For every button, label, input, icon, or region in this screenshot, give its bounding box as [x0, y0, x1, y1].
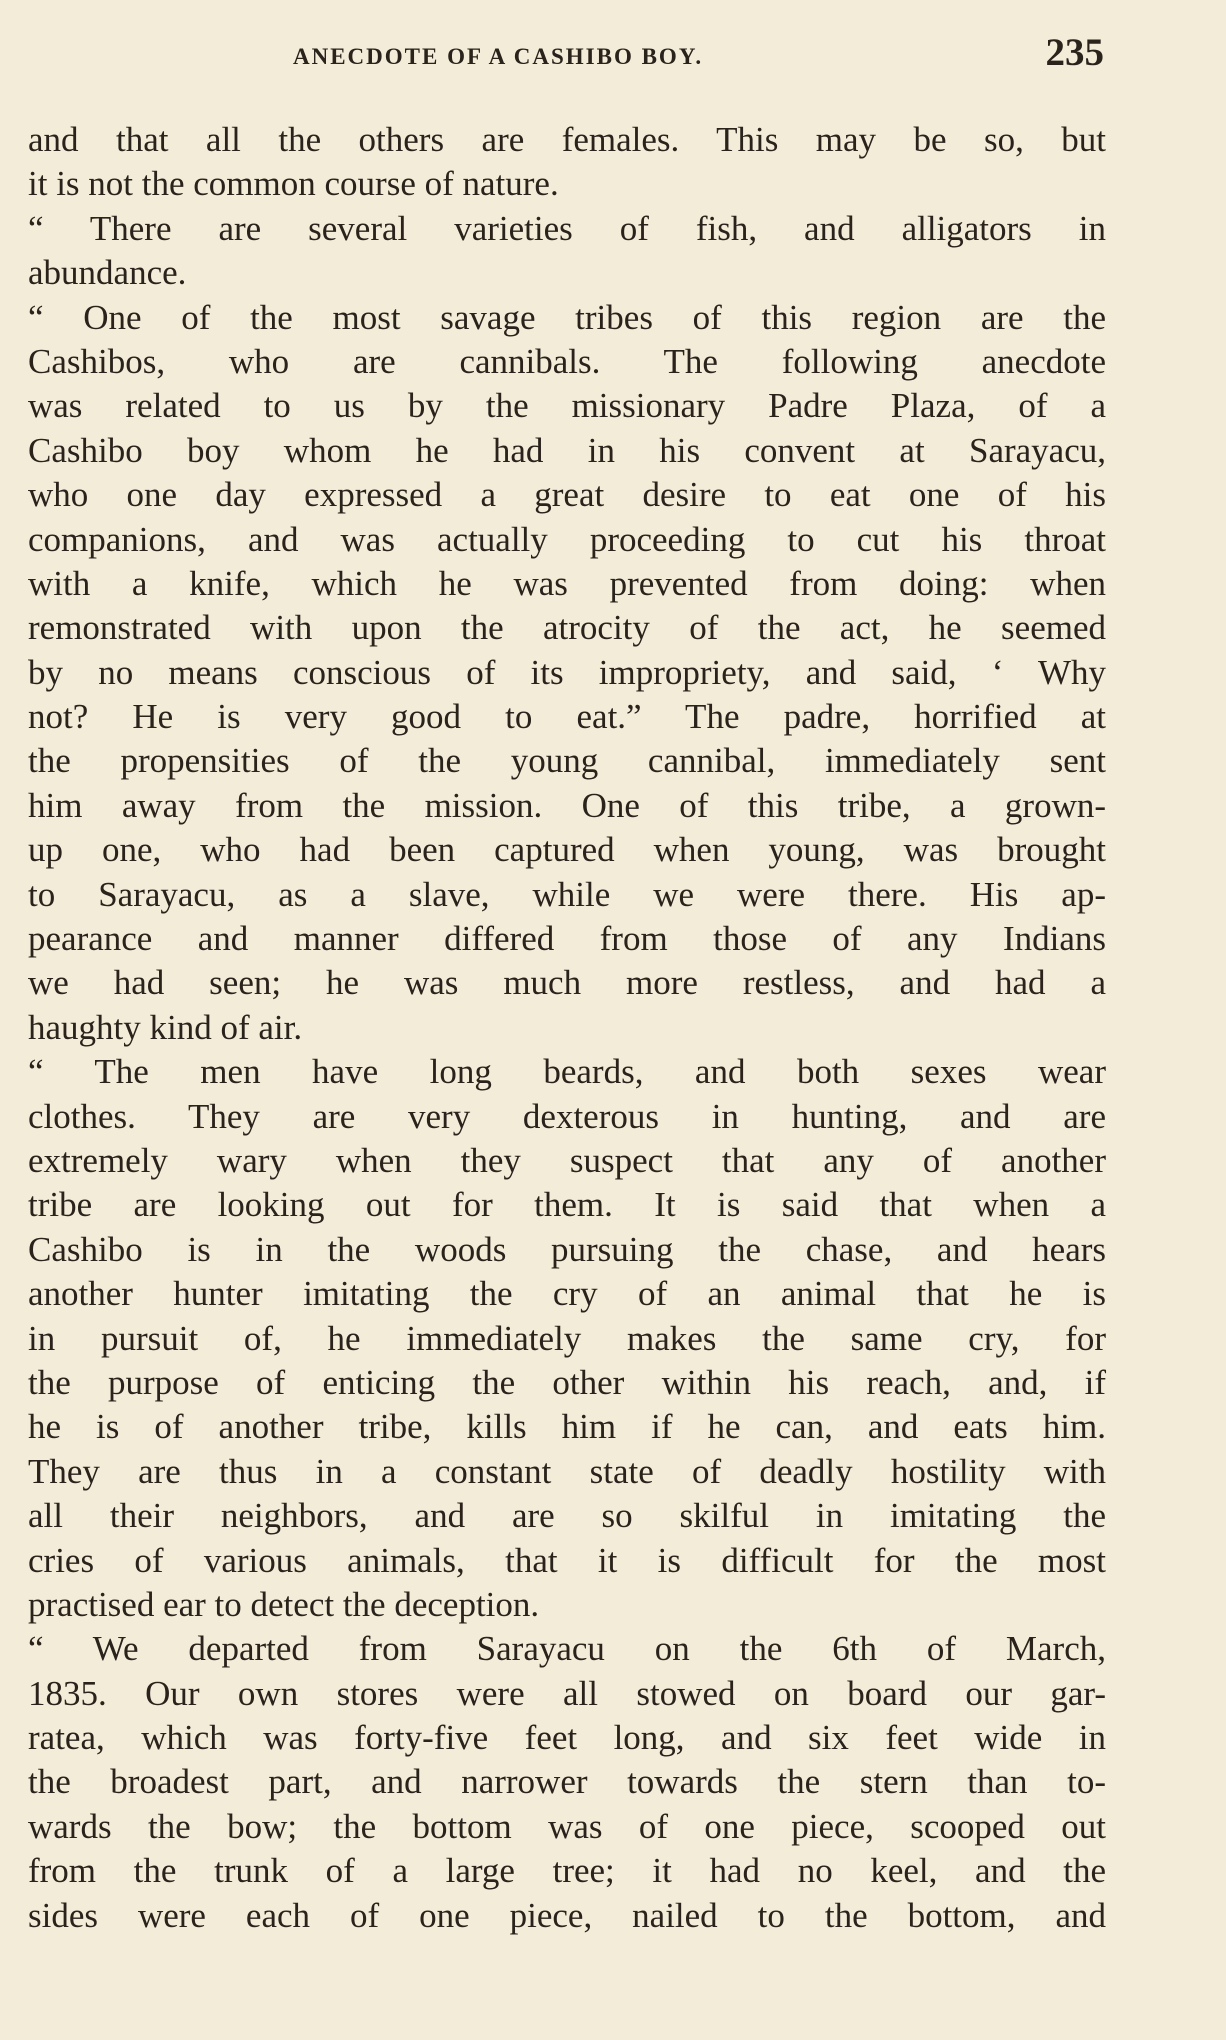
text-line: practised ear to detect the deception.: [28, 1584, 540, 1624]
text-line: abundance.: [28, 253, 187, 293]
text-line: him away from the mission. One of this tribe, a grown-: [28, 785, 1106, 825]
text-line: tribe are looking out for them. It is said that when a: [28, 1185, 1106, 1225]
text-line: cries of various animals, that it is difficult for the most: [28, 1540, 1106, 1580]
text-line: “ The men have long beards, and both sexes wear: [28, 1052, 1106, 1092]
text-line: pearance and manner differed from those of any Indians: [28, 919, 1106, 959]
text-line: in pursuit of, he immediately makes the same cry, for: [28, 1318, 1106, 1358]
text-line: “ One of the most savage tribes of this region are the: [28, 297, 1106, 337]
text-line: we had seen; he was much more restless, and had a: [28, 963, 1106, 1003]
text-line: haughty kind of air.: [28, 1007, 303, 1047]
body-text: [28, 118, 1106, 1938]
text-line: all their neighbors, and are so skilful in imitating the: [28, 1496, 1106, 1536]
text-line: with a knife, which he was prevented from doing: when: [28, 563, 1106, 603]
text-line: wards the bow; the bottom was of one piece, scooped out: [28, 1806, 1106, 1846]
text-line: companions, and was actually proceeding to cut his throat: [28, 519, 1106, 559]
page-number: 235: [1045, 31, 1104, 74]
text-line: ratea, which was forty-five feet long, and six feet wide in: [28, 1718, 1106, 1758]
text-line: the broadest part, and narrower towards the stern than to-: [28, 1762, 1106, 1802]
text-line: “ There are several varieties of fish, and alligators in: [28, 208, 1106, 248]
text-line: not? He is very good to eat.” The padre, horrified at: [28, 697, 1106, 737]
text-line: who one day expressed a great desire to eat one of his: [28, 475, 1106, 515]
text-line: by no means conscious of its impropriety, and said, ‘ Why: [28, 652, 1106, 692]
text-line: the purpose of enticing the other within his reach, and, if: [28, 1362, 1106, 1402]
text-line: sides were each of one piece, nailed to the bottom, and: [28, 1895, 1106, 1935]
text-line: from the trunk of a large tree; it had no keel, and the: [28, 1851, 1106, 1891]
text-line: extremely wary when they suspect that any of another: [28, 1140, 1106, 1180]
text-line: They are thus in a constant state of deadly hostility with: [28, 1451, 1106, 1491]
text-line: and that all the others are females. This may be so, but: [28, 120, 1106, 159]
text-line: Cashibos, who are cannibals. The following anecdote: [28, 341, 1106, 381]
running-title: ANECDOTE OF A CASHIBO BOY.: [293, 44, 704, 69]
text-line: to Sarayacu, as a slave, while we were there. His ap-: [28, 874, 1106, 914]
text-line: clothes. They are very dexterous in hunting, and are: [28, 1096, 1106, 1136]
text-line: another hunter imitating the cry of an animal that he is: [28, 1274, 1106, 1314]
text-line: it is not the common course of nature.: [28, 164, 559, 204]
text-line: “ We departed from Sarayacu on the 6th of March,: [28, 1629, 1106, 1669]
text-line: Cashibo boy whom he had in his convent at Sarayacu,: [28, 430, 1106, 470]
running-head: [0, 30, 1226, 90]
text-line: was related to us by the missionary Padre Plaza, of a: [28, 386, 1106, 426]
text-line: Cashibo is in the woods pursuing the chase, and hears: [28, 1229, 1106, 1269]
text-line: remonstrated with upon the atrocity of the act, he seemed: [28, 608, 1106, 648]
text-line: 1835. Our own stores were all stowed on board our gar-: [28, 1673, 1106, 1713]
text-line: the propensities of the young cannibal, immediately sent: [28, 741, 1106, 781]
text-line: he is of another tribe, kills him if he can, and eats him.: [28, 1407, 1106, 1447]
text-line: up one, who had been captured when young, was brought: [28, 830, 1106, 870]
